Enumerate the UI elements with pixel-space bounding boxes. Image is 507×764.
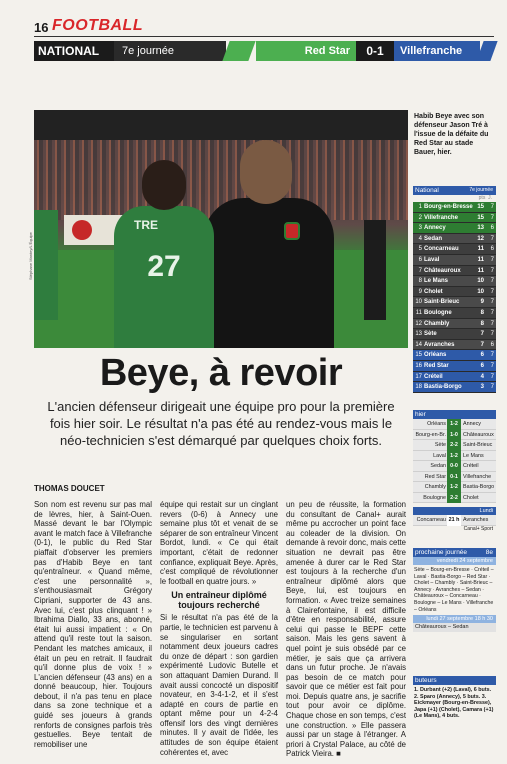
standing-team: Saint-Brieuc <box>424 299 460 306</box>
standing-team: Le Mans <box>424 278 449 285</box>
column-1-text: Son nom est revenu sur pas mal de lèvres, hier, à Saint-Ouen. Massé devant le bar l'Olympic avant le match face à Villefranche (0-1), le public du Red Star piaffait d'observer les premiers pas d'Habib Beye en tant qu'entraîneur. « Quand même, c'est une personnalité », s'enthousiasmait Grégory Cipriani, supporter de 43 ans. Avec lui, c'est plus clinquant ! » Ibrahima Diallo, 33 ans, abonné, était lui aussi impatient : « On attend qu'il reste tout la saison. Pendant les matches amicaux, il était un peu en retrait. Il faudrait qu'il donne plus de voix ! » L'ancien défenseur (43 ans) en a donné beaucoup, hier. Toujours debout, il n'a pas tenu en place dans sa zone technique et a guidé ses joueurs à grands renforts de consignes parfois très gestuelles. Beye tentait de remobiliser une <box>34 500 152 749</box>
match-header-bar <box>34 41 496 61</box>
standing-played: 7 <box>490 362 494 369</box>
extra-date-row <box>413 615 496 623</box>
standing-rank: 18 <box>415 384 422 391</box>
club-crest-board <box>72 220 92 240</box>
scorers-box <box>413 676 496 722</box>
result-score: 1-0 <box>447 430 461 441</box>
standing-team: Red Star <box>424 362 449 369</box>
standing-points: 10 <box>477 288 484 295</box>
standing-played: 7 <box>490 278 494 285</box>
standings-row <box>413 350 496 361</box>
next-round-title: prochaine journée <box>415 549 468 556</box>
standings-column-headers <box>413 195 496 202</box>
lundi-away: Avranches <box>463 517 489 523</box>
standing-team: Laval <box>424 256 440 263</box>
standing-team: Avranches <box>424 341 455 348</box>
result-score: 1-2 <box>447 482 461 493</box>
next-round-date: vendredi 24 septembre <box>413 557 496 565</box>
standing-rank: 13 <box>415 331 422 338</box>
result-home: Sedan <box>430 463 446 469</box>
standing-team: Créteil <box>424 373 443 380</box>
standing-points: 12 <box>477 235 484 242</box>
standing-played: 7 <box>490 214 494 221</box>
standing-team: Villefranche <box>424 214 458 221</box>
article-column-1 <box>34 500 152 749</box>
coach-jacket <box>204 198 334 348</box>
lundi-match <box>413 515 496 526</box>
home-team: Red Star <box>256 41 356 61</box>
standings-row <box>413 255 496 266</box>
standing-team: Bastia-Borgo <box>424 384 462 391</box>
standing-team: Sète <box>424 331 437 338</box>
article-headline: Beye, à revoir <box>99 352 343 394</box>
photo-credit: Stéphane Mantey/L'Équipe <box>28 232 33 280</box>
standing-points: 11 <box>477 256 484 263</box>
standings-subtitle: 7e journée <box>469 187 493 193</box>
player-figure <box>114 160 214 348</box>
standing-played: 7 <box>490 331 494 338</box>
result-away: Saint-Brieuc <box>463 442 493 448</box>
standings-row <box>413 213 496 224</box>
lundi-home: Concarneau <box>416 517 446 523</box>
green-stripe <box>222 41 255 61</box>
club-badge-icon <box>284 222 300 240</box>
scorers-title: buteurs <box>413 676 496 685</box>
standing-team: Sedan <box>424 235 443 242</box>
column-3-text: un peu de réussite, la formation du consultant de Canal+ aurait même pu accrocher un point face au coleader de la division. On demande à revoir donc, mais cette situation ne devrait pas être amenée à durer car le Red Star est toujours à la recherche d'un entraîneur diplômé alors que Beye, lui, est toujours en formation. « Avec treize semaines à Clairefontaine, il est difficile d'être en responsabilité, assure celui qui passe le BEPF cette saison. Mais les gens savent à quel point je suis obsédé par ce métier, je sais que ça arrivera dans un futur proche. Je n'avais pas besoin de ce match pour savoir que ce métier est fait pour moi. Depuis quatre ans, je sacrifie tout pour avoir ce diplôme. Chaque chose en son temps, c'est une construction. » Elle passera aussi par un stage à l'étranger. A priori à Crystal Palace, au côté de Patrick Vieira. ■ <box>286 500 406 759</box>
results-table <box>413 410 496 532</box>
standing-rank: 2 <box>418 214 422 221</box>
brand-logo: FOOTBALL <box>52 17 144 34</box>
standing-played: 7 <box>490 299 494 306</box>
standing-played: 6 <box>490 341 494 348</box>
result-away: Villefranche <box>463 473 492 480</box>
article-subhead: Un entraîneur diplômé toujours recherché <box>171 590 267 611</box>
column-2-text-a: équipe qui restait sur un cinglant revers (0-6) à Annecy une semaine plus tôt et venait de se séparer de son entraîneur Vincent Bordot, lundi. « Ce qui était important, c'était de redonner confiance, expliquait Beye. Après, c'est compliqué de révolutionner le football en quatre jours. » <box>160 500 278 586</box>
standings-table <box>413 186 496 393</box>
result-score: 1-2 <box>447 419 461 430</box>
away-team: Villefranche <box>394 41 480 61</box>
result-row <box>413 430 496 441</box>
standing-played: 7 <box>490 320 494 327</box>
standing-points: 11 <box>477 267 484 274</box>
col-j: J. <box>488 195 492 201</box>
standing-rank: 9 <box>418 288 422 295</box>
standing-points: 7 <box>480 331 484 338</box>
result-row <box>413 482 496 493</box>
extra-time: 18 h 30 <box>474 616 493 623</box>
standing-played: 7 <box>490 267 494 274</box>
result-row <box>413 461 496 472</box>
next-round <box>413 548 496 632</box>
standing-points: 13 <box>477 225 484 232</box>
standing-rank: 10 <box>415 299 422 306</box>
league-label: NATIONAL <box>34 41 114 61</box>
result-home: Red Star <box>424 473 446 480</box>
result-home: Laval <box>433 452 446 459</box>
shirt-name: TRE <box>134 218 158 232</box>
standing-points: 4 <box>480 373 484 380</box>
match-score: 0-1 <box>356 41 394 61</box>
standing-team: Concarneau <box>424 246 459 253</box>
standing-rank: 6 <box>418 256 422 263</box>
next-round-header <box>413 548 496 557</box>
standing-rank: 7 <box>418 267 422 274</box>
result-home: Sète <box>434 442 446 448</box>
result-row <box>413 419 496 430</box>
standing-team: Bourg-en-Bresse <box>424 204 473 210</box>
standing-points: 8 <box>480 320 484 327</box>
standing-points: 11 <box>477 246 484 253</box>
main-photo <box>34 110 408 348</box>
standing-played: 7 <box>490 352 494 359</box>
standing-points: 8 <box>480 309 484 316</box>
standings-row <box>413 244 496 255</box>
standing-rank: 4 <box>418 235 422 242</box>
coach-figure <box>204 140 334 348</box>
result-row <box>413 493 496 504</box>
result-score: 2-2 <box>447 493 461 504</box>
byline: THOMAS DOUCET <box>34 484 105 493</box>
article-column-2 <box>160 500 278 757</box>
result-row <box>413 472 496 483</box>
results-rows <box>413 419 496 503</box>
standing-points: 3 <box>480 384 484 391</box>
result-row <box>413 440 496 451</box>
standings-row <box>413 234 496 245</box>
standing-played: 7 <box>490 373 494 380</box>
standings-row <box>413 202 496 213</box>
standing-rank: 12 <box>415 320 422 327</box>
standing-team: Orléans <box>424 352 447 359</box>
result-away: Créteil <box>463 463 479 469</box>
standing-points: 6 <box>480 352 484 359</box>
next-round-number: 8e <box>485 549 493 556</box>
result-home: Boulogne <box>423 494 446 501</box>
standings-row <box>413 308 496 319</box>
standing-points: 15 <box>477 204 484 210</box>
standing-rank: 16 <box>415 362 422 369</box>
standing-team: Chambly <box>424 320 450 327</box>
background-official <box>364 220 386 320</box>
article-column-3 <box>286 500 406 759</box>
round-label: 7e journée <box>114 41 226 61</box>
standing-played: 6 <box>490 225 494 232</box>
result-row <box>413 451 496 462</box>
standing-team: Annecy <box>424 225 446 232</box>
standing-played: 7 <box>490 204 494 210</box>
standings-row <box>413 382 496 393</box>
standing-played: 7 <box>490 235 494 242</box>
masthead-rule <box>34 36 494 37</box>
standings-row <box>413 340 496 351</box>
standings-row <box>413 319 496 330</box>
standing-points: 10 <box>477 278 484 285</box>
result-away: Cholet <box>463 494 479 501</box>
lundi-label: Lundi <box>413 507 496 515</box>
extra-date: lundi 27 septembre <box>426 616 474 623</box>
result-score: 2-2 <box>447 440 461 451</box>
background-player <box>34 210 58 320</box>
standing-rank: 8 <box>418 278 422 285</box>
result-away: Bastia-Borgo <box>463 484 495 490</box>
page-number: 16 <box>34 20 49 35</box>
result-home: Chambly <box>424 484 446 490</box>
standing-rank: 5 <box>418 246 422 253</box>
standings-row <box>413 287 496 298</box>
standings-row <box>413 276 496 287</box>
next-round-fixtures: Sète – Bourg-en-Bresse · Créteil – Laval · Bastia-Borgo – Red Star · Cholet – Chambly · Saint-Brieuc – Annecy · Avranches – Sedan · Châteauroux – Concarneau · Boulogne – Le Mans · Villefranche – Orléans <box>414 567 494 613</box>
standings-row <box>413 266 496 277</box>
article-intro: L'ancien défenseur dirigeait une équipe pro pour la première fois hier soir. Le résultat n'a pas été au rendez-vous mais le néo-technicien s'est démarqué par quelques choix forts. <box>47 399 395 448</box>
standing-rank: 14 <box>415 341 422 348</box>
standing-team: Cholet <box>424 288 443 295</box>
standing-played: 6 <box>490 246 494 253</box>
standing-team: Châteauroux <box>424 267 461 274</box>
lundi-time: 21 h <box>447 515 461 526</box>
column-2-text-b: Si le résultat n'a pas été de la partie, le technicien est parvenu à se singulariser en sortant notamment deux joueurs cadres du onze de départ : son gardien expérimenté Ludovic Butelle et son attaquant Damien Durand. Il avait aussi concocté un dispositif novateur, en 3-4-1-2, et il s'est adapté en cours de partie en optant même pour un 4-2-4 offensif lors des vingt dernières minutes. Il y avait de l'idée, les attitudes de son équipe étaient cohérentes et, avec <box>160 613 278 757</box>
standings-row <box>413 223 496 234</box>
standing-points: 9 <box>480 299 484 306</box>
standing-rank: 11 <box>415 309 422 316</box>
player-head <box>142 160 186 210</box>
standings-title: National <box>415 187 439 194</box>
player-shirt <box>114 206 214 348</box>
standing-points: 6 <box>480 362 484 369</box>
results-title: hier <box>413 410 496 419</box>
stadium-roof <box>34 110 408 140</box>
col-pts: pts <box>478 195 486 201</box>
result-home: Bourg-en-Br. <box>415 431 446 438</box>
result-away: Châteauroux <box>463 431 494 438</box>
standings-rows <box>413 202 496 393</box>
shirt-number: 27 <box>147 250 181 283</box>
standing-played: 7 <box>490 256 494 263</box>
scorers-list: 1. Durbant (+2) (Laval), 6 buts. 2. Sparo (Annecy), 5 buts. 3. Eickmayer (Bourg-en-Bresse), Japa (+1) (Cholet), Camara (+1) (Le Mans), 4 buts. <box>414 687 494 720</box>
standing-rank: 15 <box>415 352 422 359</box>
standing-points: 7 <box>480 341 484 348</box>
standing-played: 7 <box>490 309 494 316</box>
standings-row <box>413 361 496 372</box>
standing-played: 7 <box>490 384 494 391</box>
standings-row <box>413 297 496 308</box>
result-away: Annecy <box>463 421 481 427</box>
standing-team: Boulogne <box>424 309 452 316</box>
extra-match: Châteauroux – Sedan <box>413 623 496 632</box>
standing-points: 15 <box>477 214 484 221</box>
result-score: 0-1 <box>447 472 461 483</box>
standings-row <box>413 372 496 383</box>
standing-played: 7 <box>490 288 494 295</box>
standings-row <box>413 329 496 340</box>
standings-header <box>413 186 496 195</box>
result-away: Le Mans <box>463 452 484 459</box>
standing-rank: 1 <box>418 204 422 210</box>
result-home: Orléans <box>427 421 446 427</box>
tv-channel: Canal+ Sport <box>463 525 493 532</box>
result-score: 1-2 <box>447 451 461 462</box>
result-score: 0-0 <box>447 461 461 472</box>
photo-caption: Habib Beye avec son défenseur Jason Tré à l'issue de la défaite du Red Star au stade Bauer, hier. <box>414 113 489 156</box>
coach-head <box>240 140 292 204</box>
standing-rank: 17 <box>415 373 422 380</box>
standing-rank: 3 <box>418 225 422 232</box>
